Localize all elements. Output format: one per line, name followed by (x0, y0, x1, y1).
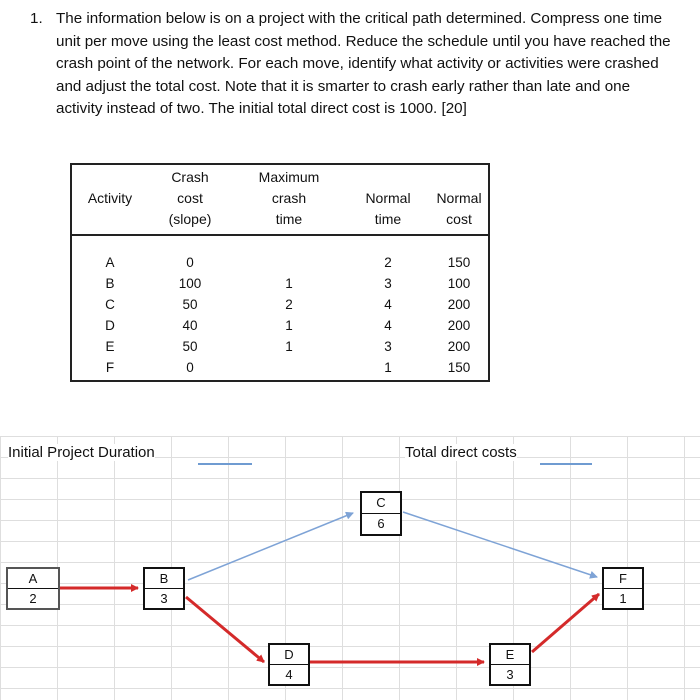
cell-normal-time: 4 (384, 297, 392, 312)
node-e-label: E (491, 645, 529, 665)
cell-normal-time: 4 (384, 318, 392, 333)
cell-normal-cost: 200 (447, 339, 471, 354)
cell-max-crash (232, 235, 346, 273)
cell-normal-time: 3 (384, 339, 392, 354)
table-row (71, 315, 489, 336)
cell-activity: C (105, 297, 115, 312)
cell-normal-time: 1 (384, 360, 392, 375)
cell-normal-time: 3 (384, 276, 392, 291)
node-c-label: C (362, 493, 400, 514)
node-e (489, 643, 531, 686)
cell-crash-cost: 0 (186, 360, 194, 375)
cell-max-crash: 2 (285, 297, 293, 312)
initial-duration-answer-line[interactable] (198, 463, 252, 465)
cell-activity: D (105, 318, 115, 333)
node-a-duration: 2 (29, 591, 37, 606)
node-a (6, 567, 60, 610)
table-row (71, 294, 489, 315)
header-normal-time: Normal time (346, 164, 430, 235)
node-d (268, 643, 310, 686)
node-b-label: B (145, 569, 183, 589)
cell-normal-cost: 200 (447, 297, 471, 312)
node-b-duration: 3 (160, 591, 168, 606)
table-row (71, 336, 489, 357)
cell-activity: B (105, 276, 115, 291)
node-b (143, 567, 185, 610)
question-text: The information below is on a project with the critical path determined. Compress one time unit per move using the least cost method. Reduce the schedule until you have reached the crash point of the network. For each move, identify what activity or activities were crashed and adjust the total cost. Note that it is smarter to crash early rather than late and one activity instead of two. The initial total direct cost is 1000. [20] (56, 10, 671, 117)
cell-normal-cost: 100 (447, 276, 471, 291)
header-max-crash-time: Maximum crash time (232, 164, 346, 235)
table-header-row (71, 164, 489, 235)
node-a-label: A (8, 569, 58, 589)
cell-max-crash: 1 (285, 339, 293, 354)
node-d-duration: 4 (285, 667, 293, 682)
question-number: 1. (30, 10, 43, 27)
cell-max-crash (232, 357, 346, 381)
node-d-label: D (270, 645, 308, 665)
table-row (71, 273, 489, 294)
cell-max-crash: 1 (285, 318, 293, 333)
initial-duration-label: Initial Project Duration (8, 444, 155, 461)
header-normal-cost: Normal cost (430, 164, 489, 235)
table-row (71, 357, 489, 381)
cell-crash-cost: 100 (178, 276, 202, 291)
table-row (71, 235, 489, 273)
cell-crash-cost: 50 (182, 297, 198, 312)
spreadsheet-grid (0, 436, 700, 700)
cell-crash-cost: 50 (182, 339, 198, 354)
cell-activity: F (105, 360, 115, 375)
node-c-duration: 6 (377, 516, 385, 531)
cell-normal-time: 2 (384, 255, 392, 270)
node-e-duration: 3 (506, 667, 514, 682)
cell-crash-cost: 40 (182, 318, 198, 333)
cell-activity: E (105, 339, 115, 354)
cell-max-crash: 1 (285, 276, 293, 291)
crash-data-table (70, 163, 490, 382)
node-c (360, 491, 402, 536)
node-f-duration: 1 (619, 591, 627, 606)
header-activity: Activity (71, 164, 148, 235)
total-direct-costs-answer-line[interactable] (540, 463, 592, 465)
node-f (602, 567, 644, 610)
total-direct-costs-label: Total direct costs (405, 444, 517, 461)
cell-activity: A (105, 255, 115, 270)
header-crash-cost: Crash cost (slope) (148, 164, 232, 235)
cell-normal-cost: 150 (447, 255, 471, 270)
cell-normal-cost: 150 (447, 360, 471, 375)
node-f-label: F (604, 569, 642, 589)
cell-crash-cost: 0 (186, 255, 194, 270)
cell-normal-cost: 200 (447, 318, 471, 333)
question-block (30, 8, 680, 121)
